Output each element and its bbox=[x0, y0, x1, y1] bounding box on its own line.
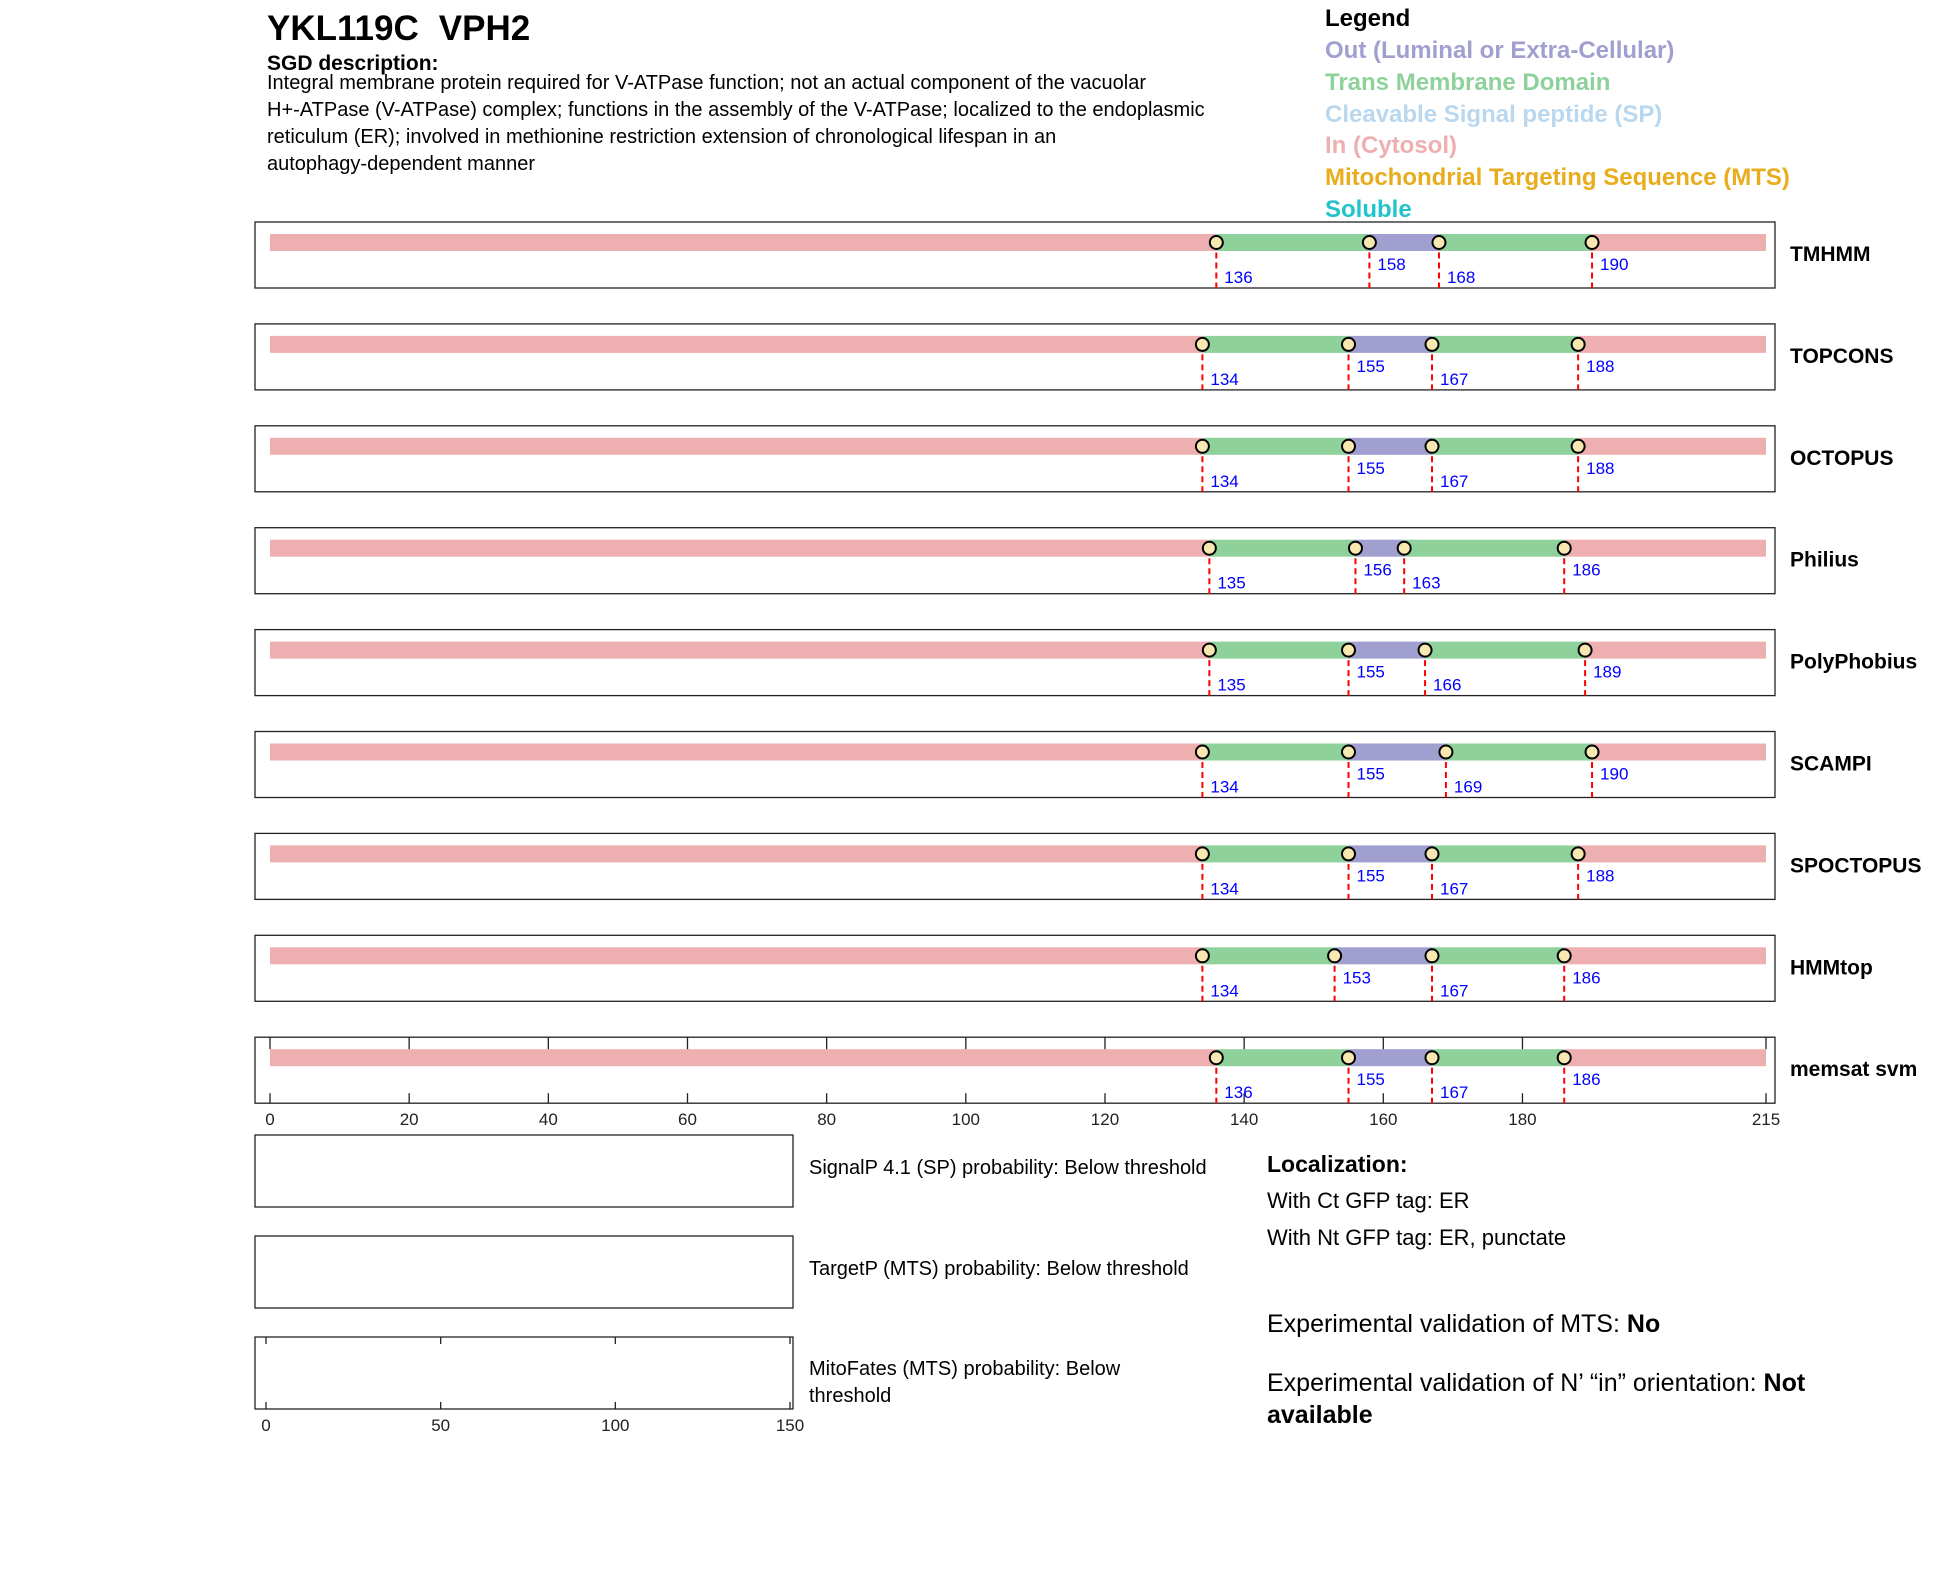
track-philius bbox=[255, 528, 1859, 594]
segment-in bbox=[270, 845, 1202, 862]
x-tick-label: 160 bbox=[1369, 1110, 1398, 1130]
boundary-label: 155 bbox=[1356, 458, 1385, 478]
orientation-validation bbox=[1267, 1369, 1806, 1397]
mts-validation bbox=[1267, 1310, 1660, 1338]
boundary-label: 136 bbox=[1224, 268, 1253, 287]
track-name: Philius bbox=[1790, 548, 1859, 572]
segment-out bbox=[1349, 438, 1432, 455]
boundary-label: 186 bbox=[1572, 1070, 1601, 1090]
track-frame bbox=[255, 630, 1775, 696]
boundary-label: 134 bbox=[1210, 777, 1239, 797]
boundary-label: 155 bbox=[1356, 356, 1385, 376]
x-tick-label: 140 bbox=[1229, 1110, 1259, 1130]
segment-tm bbox=[1202, 438, 1348, 455]
track-topcons bbox=[255, 324, 1893, 390]
mts-validation-value: No bbox=[1626, 1310, 1661, 1338]
track-polyphobius bbox=[255, 630, 1917, 696]
track-name: memsat svm bbox=[1790, 1058, 1918, 1082]
boundary-marker bbox=[1203, 644, 1216, 657]
segment-tm bbox=[1432, 845, 1578, 862]
track-name: HMMtop bbox=[1790, 956, 1873, 980]
boundary-label: 189 bbox=[1593, 662, 1622, 682]
localization-title: Localization: bbox=[1267, 1151, 1408, 1177]
description-line-3: reticulum (ER); involved in methionine restriction extension of chronological lifespan in an bbox=[267, 126, 1057, 148]
orientation-validation-value-1: Not bbox=[1763, 1369, 1806, 1397]
boundary-label: 167 bbox=[1440, 1083, 1469, 1103]
x-tick-label: 60 bbox=[678, 1110, 697, 1130]
mts-validation-label: Experimental validation of MTS: bbox=[1267, 1310, 1627, 1338]
boundary-label: 190 bbox=[1600, 255, 1629, 274]
boundary-marker bbox=[1342, 746, 1355, 759]
boundary-label: 134 bbox=[1210, 981, 1239, 1001]
boundary-marker bbox=[1426, 1051, 1439, 1064]
segment-in bbox=[1592, 744, 1766, 761]
track-scampi bbox=[255, 732, 1872, 798]
probability-frame bbox=[255, 1135, 793, 1207]
boundary-marker bbox=[1196, 949, 1209, 962]
legend-soluble: Soluble bbox=[1325, 196, 1412, 223]
description-label: SGD description: bbox=[267, 52, 439, 75]
track-memsat-svm bbox=[255, 1037, 1917, 1103]
boundary-marker bbox=[1342, 847, 1355, 860]
boundary-label: 190 bbox=[1600, 764, 1629, 784]
boundary-label: 136 bbox=[1224, 1083, 1253, 1103]
boundary-marker bbox=[1342, 1051, 1355, 1064]
boundary-marker bbox=[1426, 949, 1439, 962]
boundary-label: 156 bbox=[1363, 560, 1392, 580]
boundary-marker bbox=[1586, 236, 1599, 249]
probability-frame bbox=[255, 1236, 793, 1308]
track-name: SPOCTOPUS bbox=[1790, 854, 1922, 878]
localization-nt: With Nt GFP tag: ER, punctate bbox=[1267, 1225, 1567, 1250]
boundary-label: 186 bbox=[1572, 560, 1601, 580]
track-spoctopus bbox=[255, 833, 1921, 899]
legend-mts: Mitochondrial Targeting Sequence (MTS) bbox=[1325, 164, 1790, 191]
boundary-marker bbox=[1342, 644, 1355, 657]
prob-tick-label: 50 bbox=[431, 1416, 451, 1435]
segment-in bbox=[1564, 947, 1766, 964]
segment-tm bbox=[1432, 336, 1578, 353]
segment-in bbox=[270, 947, 1202, 964]
segment-in bbox=[1578, 845, 1766, 862]
prob-tick-label: 0 bbox=[261, 1416, 271, 1435]
boundary-label: 167 bbox=[1440, 471, 1469, 491]
boundary-marker bbox=[1196, 847, 1209, 860]
boundary-label: 155 bbox=[1356, 764, 1385, 784]
x-tick-label: 20 bbox=[399, 1110, 419, 1130]
orientation-validation-label: Experimental validation of N’ “in” orientation: bbox=[1267, 1369, 1764, 1397]
boundary-label: 167 bbox=[1440, 369, 1469, 389]
probability-label: SignalP 4.1 (SP) probability: Below threshold bbox=[809, 1157, 1207, 1179]
boundary-label: 155 bbox=[1356, 662, 1385, 682]
boundary-marker bbox=[1426, 440, 1439, 453]
description-line-4: autophagy-dependent manner bbox=[267, 153, 535, 175]
segment-tm bbox=[1209, 642, 1348, 659]
segment-in bbox=[1564, 540, 1766, 557]
track-frame bbox=[255, 222, 1775, 288]
boundary-marker bbox=[1196, 440, 1209, 453]
probability-label: MitoFates (MTS) probability: Below bbox=[809, 1358, 1121, 1380]
boundary-marker bbox=[1419, 644, 1432, 657]
segment-out bbox=[1349, 845, 1432, 862]
segment-out bbox=[1369, 234, 1439, 251]
probability-label: TargetP (MTS) probability: Below threshold bbox=[809, 1258, 1189, 1280]
x-tick-label: 120 bbox=[1090, 1110, 1120, 1130]
track-frame bbox=[255, 833, 1775, 899]
track-frame bbox=[255, 528, 1775, 594]
boundary-marker bbox=[1558, 542, 1571, 555]
track-frame bbox=[255, 426, 1775, 492]
description-line-2: H+-ATPase (V-ATPase) complex; functions in the assembly of the V-ATPase; localized to the endoplasmic bbox=[267, 99, 1205, 121]
boundary-marker bbox=[1210, 1051, 1223, 1064]
orientation-validation-value-2: available bbox=[1267, 1401, 1373, 1429]
boundary-label: 134 bbox=[1210, 471, 1239, 491]
track-name: PolyPhobius bbox=[1790, 650, 1918, 674]
legend-sp: Cleavable Signal peptide (SP) bbox=[1325, 101, 1663, 128]
boundary-marker bbox=[1342, 338, 1355, 351]
boundary-label: 135 bbox=[1217, 573, 1246, 593]
track-tmhmm bbox=[255, 222, 1870, 288]
boundary-marker bbox=[1586, 746, 1599, 759]
boundary-marker bbox=[1349, 542, 1362, 555]
gene-name: VPH2 bbox=[438, 9, 531, 48]
segment-tm bbox=[1216, 234, 1369, 251]
boundary-marker bbox=[1196, 746, 1209, 759]
track-octopus bbox=[255, 426, 1893, 492]
x-tick-label: 80 bbox=[817, 1110, 837, 1130]
boundary-label: 168 bbox=[1446, 268, 1476, 287]
segment-in bbox=[270, 336, 1202, 353]
segment-tm bbox=[1216, 1049, 1348, 1066]
track-name: TOPCONS bbox=[1790, 344, 1894, 368]
boundary-label: 188 bbox=[1586, 356, 1615, 376]
segment-tm bbox=[1446, 744, 1592, 761]
x-tick-label: 0 bbox=[265, 1110, 275, 1130]
prediction-tracks bbox=[255, 222, 1921, 1129]
boundary-marker bbox=[1398, 542, 1411, 555]
x-tick-label: 215 bbox=[1751, 1110, 1781, 1130]
segment-in bbox=[270, 1049, 1216, 1066]
probability-label: threshold bbox=[809, 1385, 892, 1407]
legend-out: Out (Luminal or Extra-Cellular) bbox=[1325, 37, 1675, 64]
boundary-label: 188 bbox=[1586, 866, 1615, 886]
segment-tm bbox=[1202, 845, 1348, 862]
track-frame bbox=[255, 732, 1775, 798]
track-frame bbox=[255, 935, 1775, 1001]
segment-tm bbox=[1432, 438, 1578, 455]
segment-out bbox=[1349, 336, 1432, 353]
segment-in bbox=[270, 540, 1209, 557]
boundary-label: 135 bbox=[1217, 675, 1246, 695]
x-tick-label: 180 bbox=[1508, 1110, 1537, 1130]
track-hmmtop bbox=[255, 935, 1873, 1001]
localization-block bbox=[1267, 1151, 1806, 1429]
boundary-label: 166 bbox=[1433, 675, 1462, 695]
x-tick-label: 100 bbox=[951, 1110, 981, 1130]
boundary-label: 186 bbox=[1572, 968, 1601, 988]
segment-in bbox=[1585, 642, 1766, 659]
boundary-label: 167 bbox=[1440, 981, 1469, 1001]
localization-ct: With Ct GFP tag: ER bbox=[1267, 1188, 1470, 1213]
legend-in: In (Cytosol) bbox=[1325, 132, 1457, 159]
track-name: SCAMPI bbox=[1790, 752, 1872, 776]
boundary-label: 155 bbox=[1356, 1070, 1385, 1090]
boundary-label: 134 bbox=[1210, 369, 1239, 389]
probability-panel-3 bbox=[255, 1337, 1121, 1435]
boundary-label: 155 bbox=[1356, 866, 1385, 886]
legend bbox=[1325, 5, 1790, 223]
boundary-marker bbox=[1342, 440, 1355, 453]
segment-tm bbox=[1425, 642, 1585, 659]
gene-title bbox=[267, 9, 530, 48]
prob-tick-label: 100 bbox=[601, 1416, 630, 1435]
boundary-marker bbox=[1210, 236, 1223, 249]
track-name: OCTOPUS bbox=[1790, 446, 1894, 470]
segment-in bbox=[270, 234, 1216, 251]
segment-tm bbox=[1202, 336, 1348, 353]
segment-out bbox=[1349, 744, 1446, 761]
segment-tm bbox=[1432, 947, 1564, 964]
description-line-1: Integral membrane protein required for V-ATPase function; not an actual component of the vacuolar bbox=[267, 72, 1147, 94]
boundary-marker bbox=[1579, 644, 1592, 657]
track-frame bbox=[255, 324, 1775, 390]
boundary-marker bbox=[1572, 847, 1585, 860]
legend-tm: Trans Membrane Domain bbox=[1325, 69, 1611, 96]
boundary-marker bbox=[1328, 949, 1341, 962]
segment-in bbox=[270, 438, 1202, 455]
segment-out bbox=[1349, 1049, 1432, 1066]
segment-tm bbox=[1209, 540, 1355, 557]
boundary-marker bbox=[1432, 236, 1445, 249]
segment-tm bbox=[1202, 947, 1334, 964]
boundary-label: 134 bbox=[1210, 879, 1239, 899]
segment-in bbox=[270, 744, 1202, 761]
boundary-marker bbox=[1426, 338, 1439, 351]
probability-panel-1 bbox=[255, 1135, 1207, 1207]
boundary-label: 169 bbox=[1453, 777, 1483, 797]
segment-tm bbox=[1202, 744, 1348, 761]
segment-tm bbox=[1432, 1049, 1564, 1066]
boundary-label: 163 bbox=[1412, 573, 1441, 593]
segment-in bbox=[1578, 336, 1766, 353]
boundary-marker bbox=[1203, 542, 1216, 555]
segment-out bbox=[1349, 642, 1426, 659]
segment-in bbox=[1578, 438, 1766, 455]
segment-out bbox=[1335, 947, 1432, 964]
probability-panels bbox=[255, 1135, 1207, 1435]
boundary-label: 153 bbox=[1342, 968, 1371, 988]
segment-in bbox=[1564, 1049, 1766, 1066]
gene-id: YKL119C bbox=[267, 9, 419, 48]
track-frame bbox=[255, 1037, 1775, 1103]
track-name: TMHMM bbox=[1790, 243, 1871, 266]
boundary-marker bbox=[1572, 440, 1585, 453]
probability-frame bbox=[255, 1337, 793, 1409]
boundary-label: 188 bbox=[1586, 458, 1615, 478]
boundary-label: 158 bbox=[1377, 255, 1406, 274]
segment-tm bbox=[1404, 540, 1564, 557]
prob-tick-label: 150 bbox=[775, 1416, 805, 1435]
boundary-marker bbox=[1439, 746, 1452, 759]
boundary-marker bbox=[1363, 236, 1376, 249]
x-tick-label: 40 bbox=[538, 1110, 558, 1130]
segment-in bbox=[270, 642, 1209, 659]
segment-in bbox=[1592, 234, 1766, 251]
boundary-marker bbox=[1572, 338, 1585, 351]
boundary-marker bbox=[1196, 338, 1209, 351]
probability-panel-2 bbox=[255, 1236, 1189, 1308]
segment-tm bbox=[1439, 234, 1592, 251]
boundary-marker bbox=[1558, 949, 1571, 962]
boundary-marker bbox=[1426, 847, 1439, 860]
boundary-marker bbox=[1558, 1051, 1571, 1064]
boundary-label: 167 bbox=[1440, 879, 1469, 899]
legend-title: Legend bbox=[1325, 5, 1411, 32]
